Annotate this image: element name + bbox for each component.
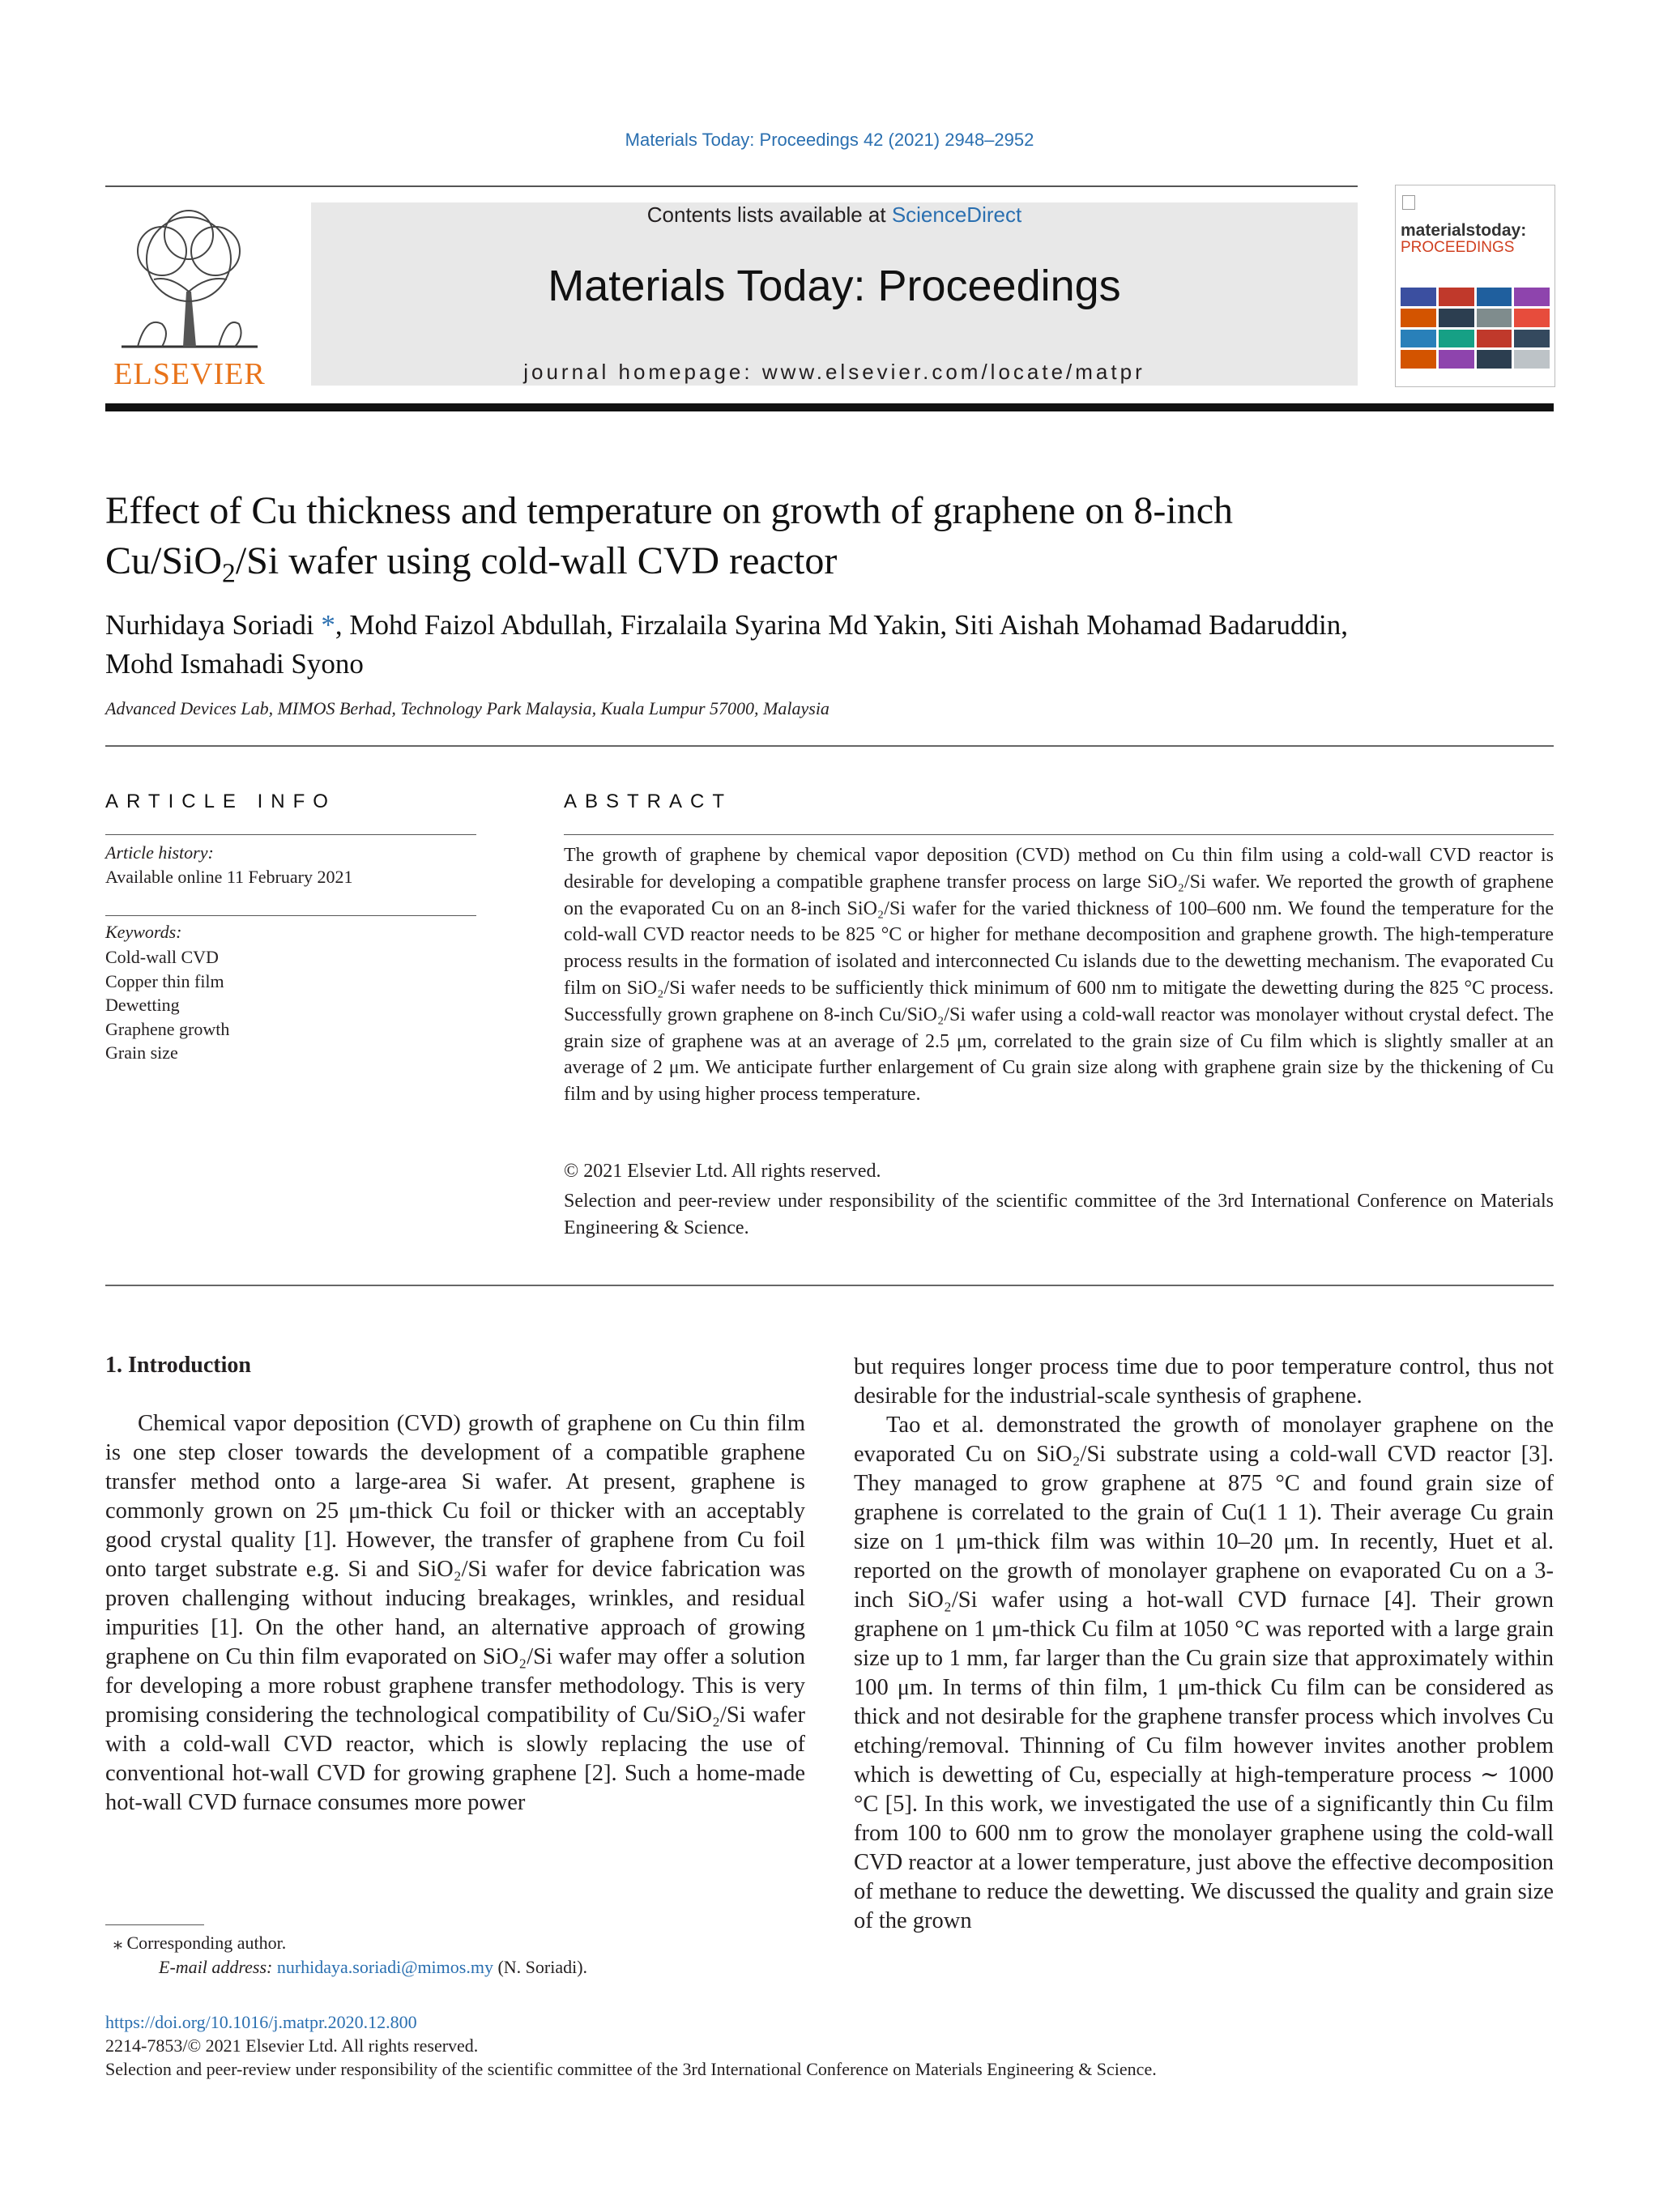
abstract-copyright: © 2021 Elsevier Ltd. All rights reserved. <box>564 1161 881 1182</box>
cover-tile <box>1477 330 1512 348</box>
keyword: Graphene growth <box>105 1018 230 1039</box>
doi-link[interactable]: https://doi.org/10.1016/j.matpr.2020.12.800 <box>105 2012 417 2032</box>
authors-line-2: Mohd Ismahadi Syono <box>105 648 364 680</box>
first-author[interactable]: Nurhidaya Soriadi <box>105 609 314 641</box>
email-suffix: (N. Soriadi). <box>493 1957 588 1977</box>
cover-brand-sub: PROCEEDINGS <box>1401 239 1515 256</box>
article-info-rule <box>105 834 476 835</box>
title-line-1: Effect of Cu thickness and temperature on growth of graphene on 8-inch <box>105 489 1233 532</box>
keywords-label: Keywords: <box>105 922 182 942</box>
journal-title: Materials Today: Proceedings <box>548 262 1121 310</box>
cover-tile <box>1477 309 1512 327</box>
header-top-rule <box>105 185 1358 187</box>
cover-tile <box>1401 330 1436 348</box>
issn-copyright: 2214-7853/© 2021 Elsevier Ltd. All rights reserved. <box>105 2035 479 2056</box>
cover-tile <box>1477 288 1512 306</box>
sciencedirect-link[interactable]: ScienceDirect <box>891 202 1022 227</box>
email-note <box>159 1957 587 1978</box>
cover-tile <box>1401 309 1436 327</box>
journal-citation-link[interactable]: Materials Today: Proceedings 42 (2021) 2948–2952 <box>625 130 1034 150</box>
corresponding-author-mark[interactable]: * <box>321 609 335 641</box>
corresponding-author-note: ⁎ Corresponding author. <box>113 1933 287 1953</box>
other-authors: , Mohd Faizol Abdullah, Firzalaila Syarina Md Yakin, Siti Aishah Mohamad Badaruddin, <box>335 609 1349 641</box>
body-column-left <box>105 1409 805 1818</box>
section-heading-introduction: 1. Introduction <box>105 1353 251 1378</box>
paragraph: but requires longer process time due to poor temperature control, thus not desirable for the industrial-scale synthesis of graphene. <box>854 1354 1554 1409</box>
cover-tile <box>1439 309 1474 327</box>
header-thick-rule <box>105 403 1554 411</box>
body-column-right <box>854 1353 1554 1936</box>
cover-tile <box>1514 350 1550 369</box>
cover-publisher-icon <box>1402 195 1415 210</box>
keywords-list <box>105 945 229 1065</box>
email-link[interactable]: nurhidaya.soriadi@mimos.my <box>276 1957 493 1977</box>
article-title <box>105 486 1554 599</box>
elsevier-logo[interactable] <box>105 202 274 389</box>
email-label: E-mail address: <box>159 1957 277 1977</box>
cover-brand: materialstoday: <box>1401 221 1527 240</box>
keyword: Copper thin film <box>105 970 224 991</box>
abstract-rule <box>564 834 1554 835</box>
journal-homepage[interactable]: journal homepage: www.elsevier.com/locate/matpr <box>523 360 1145 384</box>
abstract-heading: ABSTRACT <box>564 791 733 812</box>
keyword: Dewetting <box>105 995 180 1015</box>
cover-tile <box>1401 288 1436 306</box>
article-history-label: Article history: <box>105 842 214 863</box>
contents-prefix: Contents lists available at <box>646 202 892 227</box>
bottom-peer-review: Selection and peer-review under responsibility of the scientific committee of the 3rd International Conference on Materials Engineering & Science. <box>105 2059 1157 2079</box>
keyword: Cold-wall CVD <box>105 947 219 967</box>
keywords-rule <box>105 915 476 916</box>
cover-image-grid <box>1401 288 1550 369</box>
cover-tile <box>1439 350 1474 369</box>
contents-line <box>311 202 1358 228</box>
author-list <box>105 606 1554 684</box>
cover-tile <box>1477 350 1512 369</box>
paragraph: Tao et al. demonstrated the growth of monolayer graphene on the evaporated Cu on SiO₂/Si substrate using a cold-wall CVD reactor [3]. They managed to grow graphene at 875 °C and found grain size of graphene is correlated to the grain of Cu(1 1 1). Their average Cu grain size on 1 μm-thick film was within 10–20 μm. In recently, Huet et al. reported on the growth of monolayer graphene on evaporated Cu on a 3-inch SiO₂/Si wafer using a hot-wall CVD furnace [4]. Their grown graphene on 1 μm-thick Cu film at 1050 °C was reported with a large grain size up to 1 mm, far larger than the Cu grain size that approximately within 100 μm. In terms of thin film, 1 μm-thick Cu film can be considered as thick and not desirable for the graphene transfer process which involves Cu etching/removal. Thinning of Cu film however invites another problem which is dewetting of Cu, especially at high-temperature process ∼ 1000 °C [5]. In this work, we investigated the use of a significantly thin Cu film from 100 to 600 nm to grow the monolayer graphene using the cold-wall CVD reactor at a lower temperature, just above the effective decomposition of methane to reduce the dewetting. We discussed the quality and grain size of the grown <box>854 1413 1554 1933</box>
elsevier-wordmark: ELSEVIER <box>113 357 266 391</box>
article-info-heading: ARTICLE INFO <box>105 791 336 812</box>
cover-tile <box>1439 330 1474 348</box>
cover-tile <box>1514 288 1550 306</box>
authors-line-1 <box>105 606 1554 645</box>
cover-tile <box>1439 288 1474 306</box>
paragraph: Chemical vapor deposition (CVD) growth of graphene on Cu thin film is one step closer towards the development of a compatible graphene transfer method onto a large-area Si wafer. At present, graphene is commonly grown on 25 μm-thick Cu foil or thicker with an acceptably good crystal quality [1]. However, the transfer of graphene from Cu foil onto target substrate e.g. Si and SiO₂/Si wafer for device fabrication was proven challenging without inducing breakages, wrinkles, and residual impurities [1]. On the other hand, an alternative approach of growing graphene on Cu thin film evaporated on SiO₂/Si wafer may offer a solution for developing a more robust graphene transfer methodology. This is very promising considering the technological compatibility of Cu/SiO₂/Si wafer with a cold-wall CVD reactor, which is slowly replacing the use of conventional hot-wall CVD for growing graphene [2]. Such a home-made hot-wall CVD furnace consumes more power <box>105 1411 805 1815</box>
cover-tile <box>1401 350 1436 369</box>
footnote-rule <box>105 1924 204 1925</box>
affiliation: Advanced Devices Lab, MIMOS Berhad, Technology Park Malaysia, Kuala Lumpur 57000, Malaysia <box>105 698 830 718</box>
keyword: Grain size <box>105 1042 178 1063</box>
article-history-value: Available online 11 February 2021 <box>105 867 353 887</box>
title-separator-rule <box>105 745 1554 747</box>
cover-tile <box>1514 330 1550 348</box>
body-separator-rule <box>105 1285 1554 1286</box>
abstract-peer-review: Selection and peer-review under responsibility of the scientific committee of the 3rd International Conference on Materials Engineering & Science. <box>564 1191 1554 1238</box>
abstract-text: The growth of graphene by chemical vapor deposition (CVD) method on Cu thin film using a cold-wall CVD reactor is desirable for developing a compatible graphene transfer process on large SiO₂/Si wafer. We reported the growth of graphene on the evaporated Cu on an 8-inch SiO₂/Si wafer for the varied thickness of 100–600 nm. We found the temperature for the cold-wall CVD reactor needs to be 825 °C or higher for methane decomposition and graphene growth. The high-temperature process results in the formation of isolated and interconnected Cu islands due to the dewetting mechanism. The evaporated Cu film on SiO₂/Si wafer needs to be sufficiently thick minimum of 600 nm to mitigate the dewetting during the 825 °C process. Successfully grown graphene on 8-inch Cu/SiO₂/Si wafer using a cold-wall reactor was monolayer without crystal defect. The grain size of graphene was at an average of 2.5 μm, correlated to the grain size of Cu film which is slightly smaller at an average of 2 μm. We anticipate further enlargement of Cu grain size along with graphene grain size by the thickening of Cu film and by using higher process temperature. <box>564 845 1554 1106</box>
cover-tile <box>1514 309 1550 327</box>
journal-cover-thumbnail[interactable] <box>1395 185 1555 387</box>
title-line-2: Cu/SiO$_2$/Si wafer using cold-wall CVD reactor <box>105 539 838 589</box>
